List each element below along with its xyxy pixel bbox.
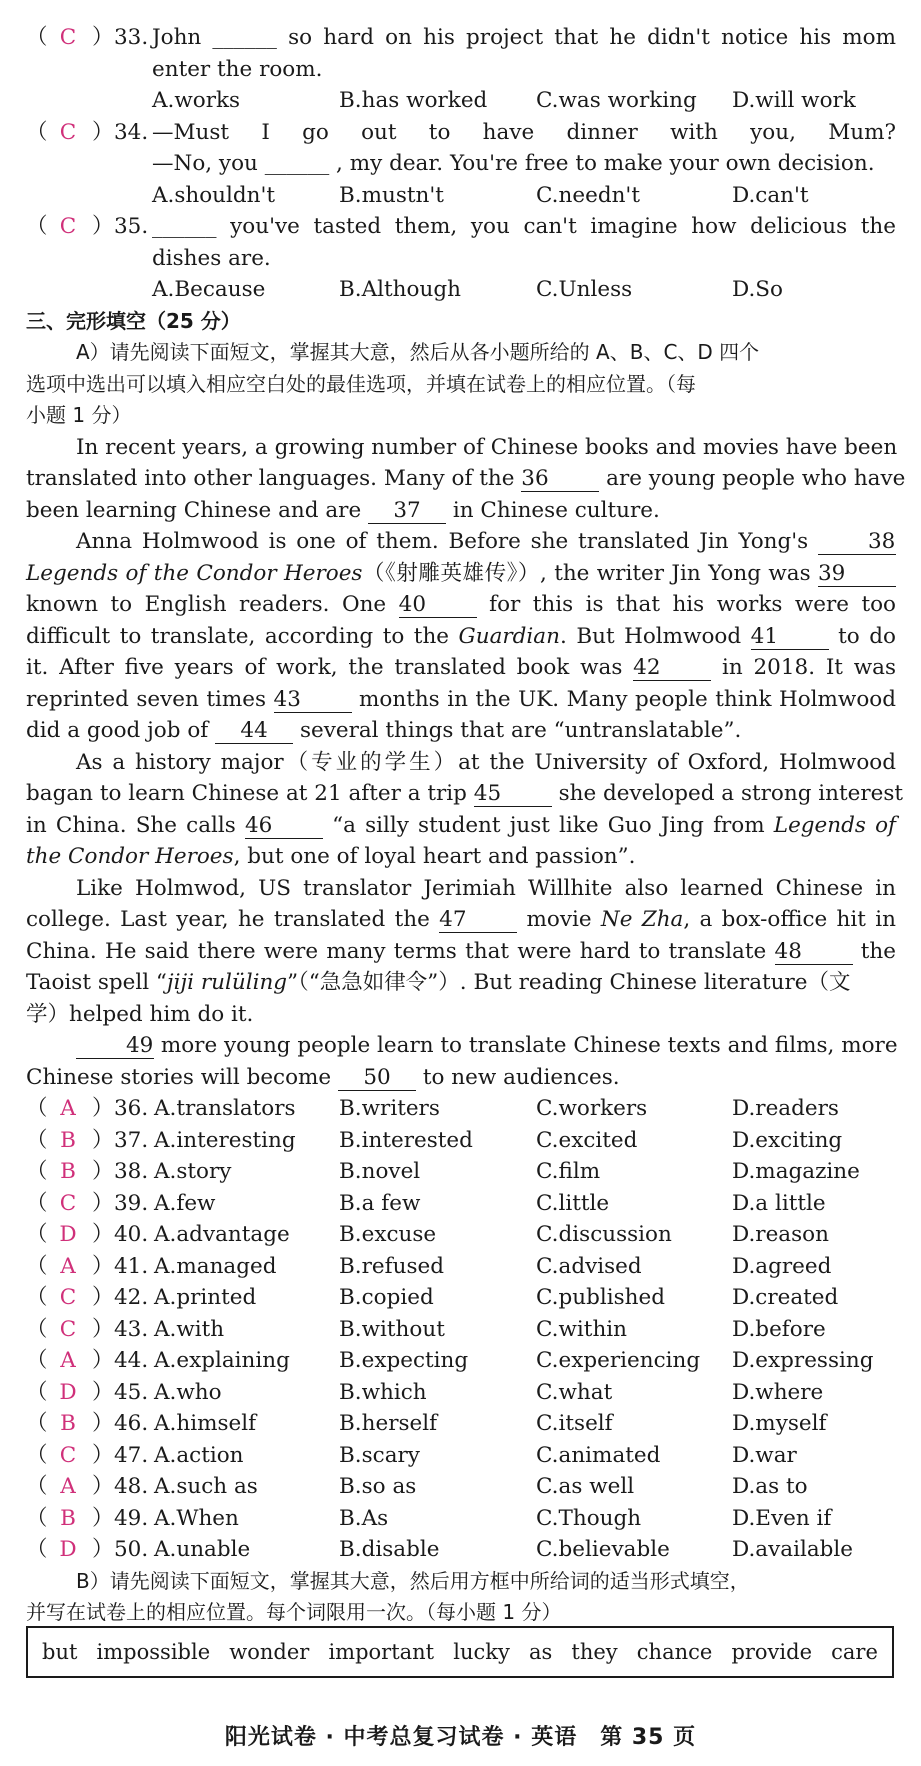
paren-open: （ [26, 25, 48, 50]
blank-47[interactable]: 47 [439, 908, 517, 933]
blank-43[interactable]: 43 [274, 688, 352, 713]
text: movie [526, 907, 592, 932]
blank-40[interactable]: 40 [399, 593, 477, 618]
page-footer: 阳光试卷 · 中考总复习试卷 · 英语 第 35 页 [224, 1725, 697, 1750]
option-d[interactable]: D.available [732, 1537, 854, 1562]
option-d[interactable]: D.So [732, 277, 783, 302]
option-a[interactable]: A.such as [154, 1474, 258, 1499]
option-d[interactable]: D.readers [732, 1096, 839, 1121]
question-row [26, 1314, 896, 1346]
text: , but one of loyal heart and passion”. [233, 844, 636, 869]
option-d[interactable]: D.as to [732, 1474, 808, 1499]
option-a[interactable]: A.himself [154, 1411, 257, 1436]
paren-open: （ [26, 1159, 48, 1184]
option-d[interactable]: D.war [732, 1442, 797, 1468]
passage-line [26, 936, 896, 968]
answer-mark: A [60, 1348, 76, 1373]
question-stem-cont: —No, you ______ , my dear. You're free to make your own decision. [152, 151, 875, 176]
text: （《射雕英雄传》）, the writer Jin Yong was [362, 560, 811, 586]
question-number: 48. [114, 1474, 149, 1499]
text: bagan to learn Chinese at 21 after a trip [26, 781, 467, 806]
word-box-item: as [528, 1640, 553, 1664]
text: to do [838, 623, 896, 649]
option-c[interactable]: C.excited [536, 1127, 638, 1153]
paren-close: ） [92, 1285, 114, 1310]
option-a[interactable]: A.action [154, 1442, 244, 1468]
option-d[interactable]: D.expressing [732, 1348, 874, 1373]
paren-open: （ [26, 1379, 48, 1405]
text: been learning Chinese and are [26, 497, 362, 523]
text: translated into other languages. Many of the [26, 466, 515, 491]
option-b[interactable]: B.writers [339, 1096, 440, 1121]
options-row [26, 85, 896, 117]
option-c[interactable]: C.workers [536, 1096, 648, 1121]
text: . But Holmwood [559, 623, 742, 649]
option-c[interactable]: C.Unless [536, 277, 633, 302]
text: ”（“急急如律令”）. But reading Chinese literature（文 [287, 970, 851, 995]
book-title: Legends of [773, 812, 896, 838]
passage-line [26, 904, 896, 936]
text: in 2018. It was [721, 655, 896, 680]
answer-mark: D [59, 1537, 77, 1562]
option-c[interactable]: C.itself [536, 1411, 613, 1436]
text: college. Last year, he translated the [26, 907, 430, 932]
question-number: 33. [114, 25, 149, 50]
paren-close: ） [92, 1379, 114, 1405]
question-row [26, 1408, 896, 1440]
passage-line [26, 526, 896, 558]
paren-open: （ [26, 1348, 48, 1373]
spell-text: jiji rulüling [166, 970, 288, 995]
option-a[interactable]: A.translators [154, 1096, 296, 1121]
option-d[interactable]: D.can't [732, 182, 809, 208]
answer-mark: B [60, 1505, 76, 1531]
answer-mark: C [59, 1285, 77, 1310]
answer-mark: A [60, 1096, 76, 1121]
option-b[interactable]: B.excuse [339, 1222, 437, 1247]
question-row [26, 1534, 896, 1566]
paren-open: （ [26, 119, 48, 145]
answer-mark: D [59, 1222, 77, 1247]
paren-close: ） [92, 1222, 114, 1247]
question-number: 47. [114, 1442, 149, 1468]
question-row [26, 1219, 896, 1251]
option-a[interactable]: A.shouldn't [152, 182, 276, 208]
option-d[interactable]: D.created [732, 1285, 839, 1310]
option-b[interactable]: B.so as [339, 1474, 417, 1499]
passage-line [26, 684, 896, 716]
option-a[interactable]: A.explaining [154, 1348, 290, 1373]
question-number: 46. [114, 1411, 149, 1436]
passage-line [26, 558, 896, 590]
word-box-item: lucky [453, 1640, 510, 1664]
option-b[interactable]: B.copied [339, 1285, 434, 1310]
text: known to English readers. One [26, 592, 387, 617]
question-row [26, 1282, 896, 1314]
blank-48[interactable]: 48 [775, 940, 853, 965]
options-row [26, 274, 896, 306]
question-stem-cont: enter the room. [152, 56, 323, 82]
passage-line: As a history major（专业的学生）at the University of Oxford, Holmwood [76, 749, 896, 775]
answer-mark: C [59, 25, 77, 50]
passage-line [26, 967, 896, 999]
paren-close: ） [92, 25, 114, 50]
paren-open: （ [26, 1285, 48, 1310]
cloze-passage [26, 432, 906, 1094]
option-c[interactable]: C.as well [536, 1474, 635, 1499]
option-b[interactable]: B.interested [339, 1127, 473, 1153]
text: to new audiences. [422, 1064, 620, 1090]
paren-open: （ [26, 214, 48, 239]
option-c[interactable]: C.discussion [536, 1222, 672, 1247]
answer-mark: B [60, 1127, 76, 1153]
option-c[interactable]: C.was working [536, 88, 697, 113]
paren-open: （ [26, 1442, 48, 1468]
passage-line [26, 463, 906, 495]
paren-close: ） [92, 1411, 114, 1436]
option-a[interactable]: A.printed [154, 1285, 257, 1310]
passage-line: In recent years, a growing number of Chinese books and movies have been [76, 434, 898, 460]
paren-close: ） [92, 1159, 114, 1184]
answer-mark: C [59, 214, 77, 239]
option-b[interactable]: B.has worked [339, 88, 488, 113]
answer-mark: C [59, 1190, 77, 1216]
paren-open: （ [26, 1253, 48, 1279]
question-number: 38. [114, 1159, 149, 1184]
option-c[interactable]: C.what [536, 1379, 613, 1405]
text: Chinese stories will become [26, 1064, 332, 1090]
question-number: 34. [114, 119, 149, 145]
passage-line [26, 495, 896, 527]
paren-open: （ [26, 1411, 48, 1436]
text: Anna Holmwood is one of them. Before she translated Jin Yong's [76, 529, 809, 554]
word-box-item: chance [636, 1640, 713, 1664]
paren-open: （ [26, 1316, 48, 1342]
text: the [860, 938, 897, 964]
answer-mark: A [60, 1474, 76, 1499]
option-a[interactable]: A.interesting [154, 1127, 296, 1153]
text: China. He said there were many terms that were hard to translate [26, 938, 767, 964]
option-d[interactable]: D.reason [732, 1222, 829, 1247]
option-a[interactable]: A.managed [154, 1253, 277, 1279]
text: “a silly student just like Guo Jing from [332, 812, 765, 838]
part-a-instruction-2: 选项中选出可以填入相应空白处的最佳选项，并填在试卷上的相应位置。（每 [26, 371, 696, 396]
option-a[interactable]: A.story [154, 1159, 232, 1184]
paren-close: ） [92, 1474, 114, 1499]
paren-close: ） [92, 1253, 114, 1279]
paren-open: （ [26, 1190, 48, 1216]
option-b[interactable]: B.a few [339, 1190, 421, 1216]
option-d[interactable]: D.before [732, 1316, 826, 1342]
passage-line [26, 652, 896, 684]
part-a-instruction-1: A）请先阅读下面短文，掌握其大意，然后从各小题所给的 A、B、C、D 四个 [76, 340, 760, 364]
blank-37[interactable]: 37 [368, 499, 446, 524]
option-c[interactable]: C.within [536, 1316, 628, 1342]
blank-36[interactable]: 36 [521, 467, 599, 492]
passage-line [26, 841, 896, 873]
text: months in the UK. Many people think Holmwood [359, 686, 896, 712]
question-row [26, 1093, 896, 1125]
text: difficult to translate, according to the [26, 623, 450, 649]
text: she developed a strong interest [558, 781, 904, 806]
text: reprinted seven times [26, 686, 267, 712]
option-a[interactable]: A.few [154, 1190, 216, 1216]
blank-44[interactable]: 44 [215, 719, 293, 744]
paren-close: ） [92, 1348, 114, 1373]
answer-mark: C [59, 1316, 77, 1342]
blank-38[interactable]: 38 [818, 530, 896, 555]
paren-close: ） [92, 1505, 114, 1531]
word-box [26, 1626, 894, 1678]
blank-49[interactable]: 49 [76, 1034, 154, 1059]
option-c[interactable]: C.little [536, 1190, 610, 1216]
answer-mark: C [59, 119, 77, 145]
option-c[interactable]: C.experiencing [536, 1348, 701, 1373]
passage-line [26, 589, 896, 621]
option-d[interactable]: D.agreed [732, 1253, 832, 1279]
option-d[interactable]: D.where [732, 1379, 824, 1405]
paren-close: ） [92, 214, 114, 239]
newspaper-title: Guardian [458, 623, 560, 649]
option-a[interactable]: A.advantage [154, 1222, 290, 1247]
question-number: 35. [114, 214, 149, 239]
option-d[interactable]: D.magazine [732, 1159, 860, 1184]
answer-mark: A [60, 1253, 76, 1279]
question-number: 50. [114, 1537, 149, 1562]
book-title: the Condor Heroes [26, 844, 234, 869]
exam-page [26, 22, 906, 1664]
multiple-choice-block [26, 22, 896, 306]
question-stem: John ______ so hard on his project that he didn't notice his mom [152, 25, 896, 50]
paren-close: ） [92, 119, 114, 145]
question-number: 36. [114, 1096, 149, 1121]
paren-open: （ [26, 1127, 48, 1153]
text: Taoist spell “ [26, 970, 167, 995]
option-d[interactable]: D.will work [732, 88, 856, 113]
movie-title: Ne Zha [600, 907, 684, 932]
word-box-item: impossible [96, 1640, 211, 1664]
question-row [26, 1471, 896, 1503]
paren-close: ） [92, 1537, 114, 1562]
option-a[interactable]: A.When [154, 1505, 239, 1531]
blank-45[interactable]: 45 [474, 782, 552, 807]
question-row [26, 1251, 896, 1283]
option-b[interactable]: B.refused [339, 1253, 444, 1279]
word-box-item: provide [731, 1640, 813, 1664]
option-a[interactable]: A.with [154, 1316, 225, 1342]
answer-mark: C [59, 1442, 77, 1468]
question-number: 44. [114, 1348, 149, 1373]
option-d[interactable]: D.Even if [732, 1505, 832, 1531]
option-a[interactable]: A.who [154, 1379, 222, 1405]
option-c[interactable]: C.needn't [536, 182, 640, 208]
option-d[interactable]: D.myself [732, 1411, 827, 1436]
passage-line: Like Holmwod, US translator Jerimiah Willhite also learned Chinese in [76, 875, 896, 901]
option-b[interactable]: B.As [339, 1505, 389, 1531]
question-row [26, 1188, 896, 1220]
word-box-item: wonder [229, 1640, 310, 1664]
option-d[interactable]: D.exciting [732, 1127, 843, 1153]
question-row [26, 1156, 896, 1188]
option-b[interactable]: B.disable [339, 1537, 440, 1562]
question-row [26, 211, 896, 243]
question-row [26, 1377, 896, 1409]
option-c[interactable]: C.film [536, 1159, 601, 1184]
paren-close: ） [92, 1190, 114, 1216]
question-stem: —Must I go out to have dinner with you, Mum? [152, 119, 896, 145]
word-box-item: they [571, 1640, 618, 1664]
part-a-instruction-3: 小题 1 分） [26, 403, 132, 427]
option-b[interactable]: B.without [339, 1316, 445, 1342]
passage-line [26, 810, 896, 842]
question-stem-cont: dishes are. [152, 245, 271, 271]
option-b[interactable]: B.which [339, 1379, 427, 1405]
word-box-item: care [831, 1640, 878, 1664]
word-box-item: but [42, 1640, 78, 1664]
question-row [26, 1345, 896, 1377]
text: did a good job of [26, 718, 209, 743]
text: for this is that his works were too [489, 592, 896, 617]
answer-mark: B [60, 1411, 76, 1436]
question-number: 37. [114, 1127, 149, 1153]
question-number: 42. [114, 1285, 149, 1310]
paren-close: ） [92, 1442, 114, 1468]
text: more young people learn to translate Chinese texts and films, more [160, 1033, 898, 1058]
text: in China. She calls [26, 812, 236, 838]
option-c[interactable]: C.advised [536, 1253, 642, 1279]
question-number: 45. [114, 1379, 149, 1405]
text: in Chinese culture. [452, 497, 660, 523]
option-d[interactable]: D.a little [732, 1190, 826, 1216]
blank-41[interactable]: 41 [751, 625, 829, 650]
blank-50[interactable]: 50 [338, 1066, 416, 1091]
word-box-item: important [328, 1640, 435, 1664]
blank-42[interactable]: 42 [633, 656, 711, 681]
answer-mark: D [59, 1379, 77, 1405]
passage-line: 学）helped him do it. [26, 1001, 254, 1027]
question-row [26, 1440, 896, 1472]
option-b[interactable]: B.novel [339, 1159, 421, 1184]
option-b[interactable]: B.mustn't [339, 182, 444, 208]
paren-open: （ [26, 1474, 48, 1499]
option-a[interactable]: A.works [152, 88, 241, 113]
option-c[interactable]: C.Though [536, 1505, 642, 1531]
option-b[interactable]: B.scary [339, 1442, 420, 1468]
paren-close: ） [92, 1127, 114, 1153]
paren-close: ） [92, 1316, 114, 1342]
option-c[interactable]: C.believable [536, 1537, 670, 1562]
blank-39[interactable]: 39 [818, 562, 896, 587]
passage-line [26, 1030, 896, 1062]
text: it. After five years of work, the translated book was [26, 655, 623, 680]
question-row [26, 1503, 896, 1535]
options-row [26, 180, 896, 212]
question-row [26, 117, 896, 149]
question-row [26, 22, 896, 54]
question-row [26, 1125, 896, 1157]
text: are young people who have [606, 466, 906, 491]
text: several things that are “untranslatable”. [299, 718, 742, 743]
book-title: Legends of the Condor Heroes [26, 560, 363, 586]
paren-open: （ [26, 1222, 48, 1247]
passage-line [26, 1062, 896, 1094]
answer-mark: B [60, 1159, 76, 1184]
question-number: 41. [114, 1253, 149, 1279]
passage-line [26, 715, 896, 747]
cloze-options-block [26, 1093, 896, 1566]
text: , a box-office hit in [683, 907, 896, 932]
paren-open: （ [26, 1096, 48, 1121]
blank-46[interactable]: 46 [245, 814, 323, 839]
part-b-instruction-2: 并写在试卷上的相应位置。每个词限用一次。（每小题 1 分） [26, 1600, 562, 1624]
question-number: 40. [114, 1222, 149, 1247]
question-number: 43. [114, 1316, 149, 1342]
option-a[interactable]: A.Because [152, 277, 266, 302]
question-stem: ______ you've tasted them, you can't imagine how delicious the [152, 214, 896, 239]
paren-open: （ [26, 1537, 48, 1562]
passage-line [26, 778, 904, 810]
option-a[interactable]: A.unable [154, 1537, 251, 1562]
part-b-instruction-1: B）请先阅读下面短文，掌握其大意，然后用方框中所给词的适当形式填空， [76, 1568, 750, 1593]
paren-close: ） [92, 1096, 114, 1121]
paren-open: （ [26, 1505, 48, 1531]
passage-line [26, 621, 896, 653]
question-number: 49. [114, 1505, 149, 1531]
option-c[interactable]: C.animated [536, 1442, 661, 1468]
section-title: 三、完形填空（25 分） [26, 308, 241, 333]
question-number: 39. [114, 1190, 149, 1216]
option-b[interactable]: B.Although [339, 277, 461, 302]
option-c[interactable]: C.published [536, 1285, 666, 1310]
option-b[interactable]: B.expecting [339, 1348, 469, 1373]
option-b[interactable]: B.herself [339, 1411, 438, 1436]
